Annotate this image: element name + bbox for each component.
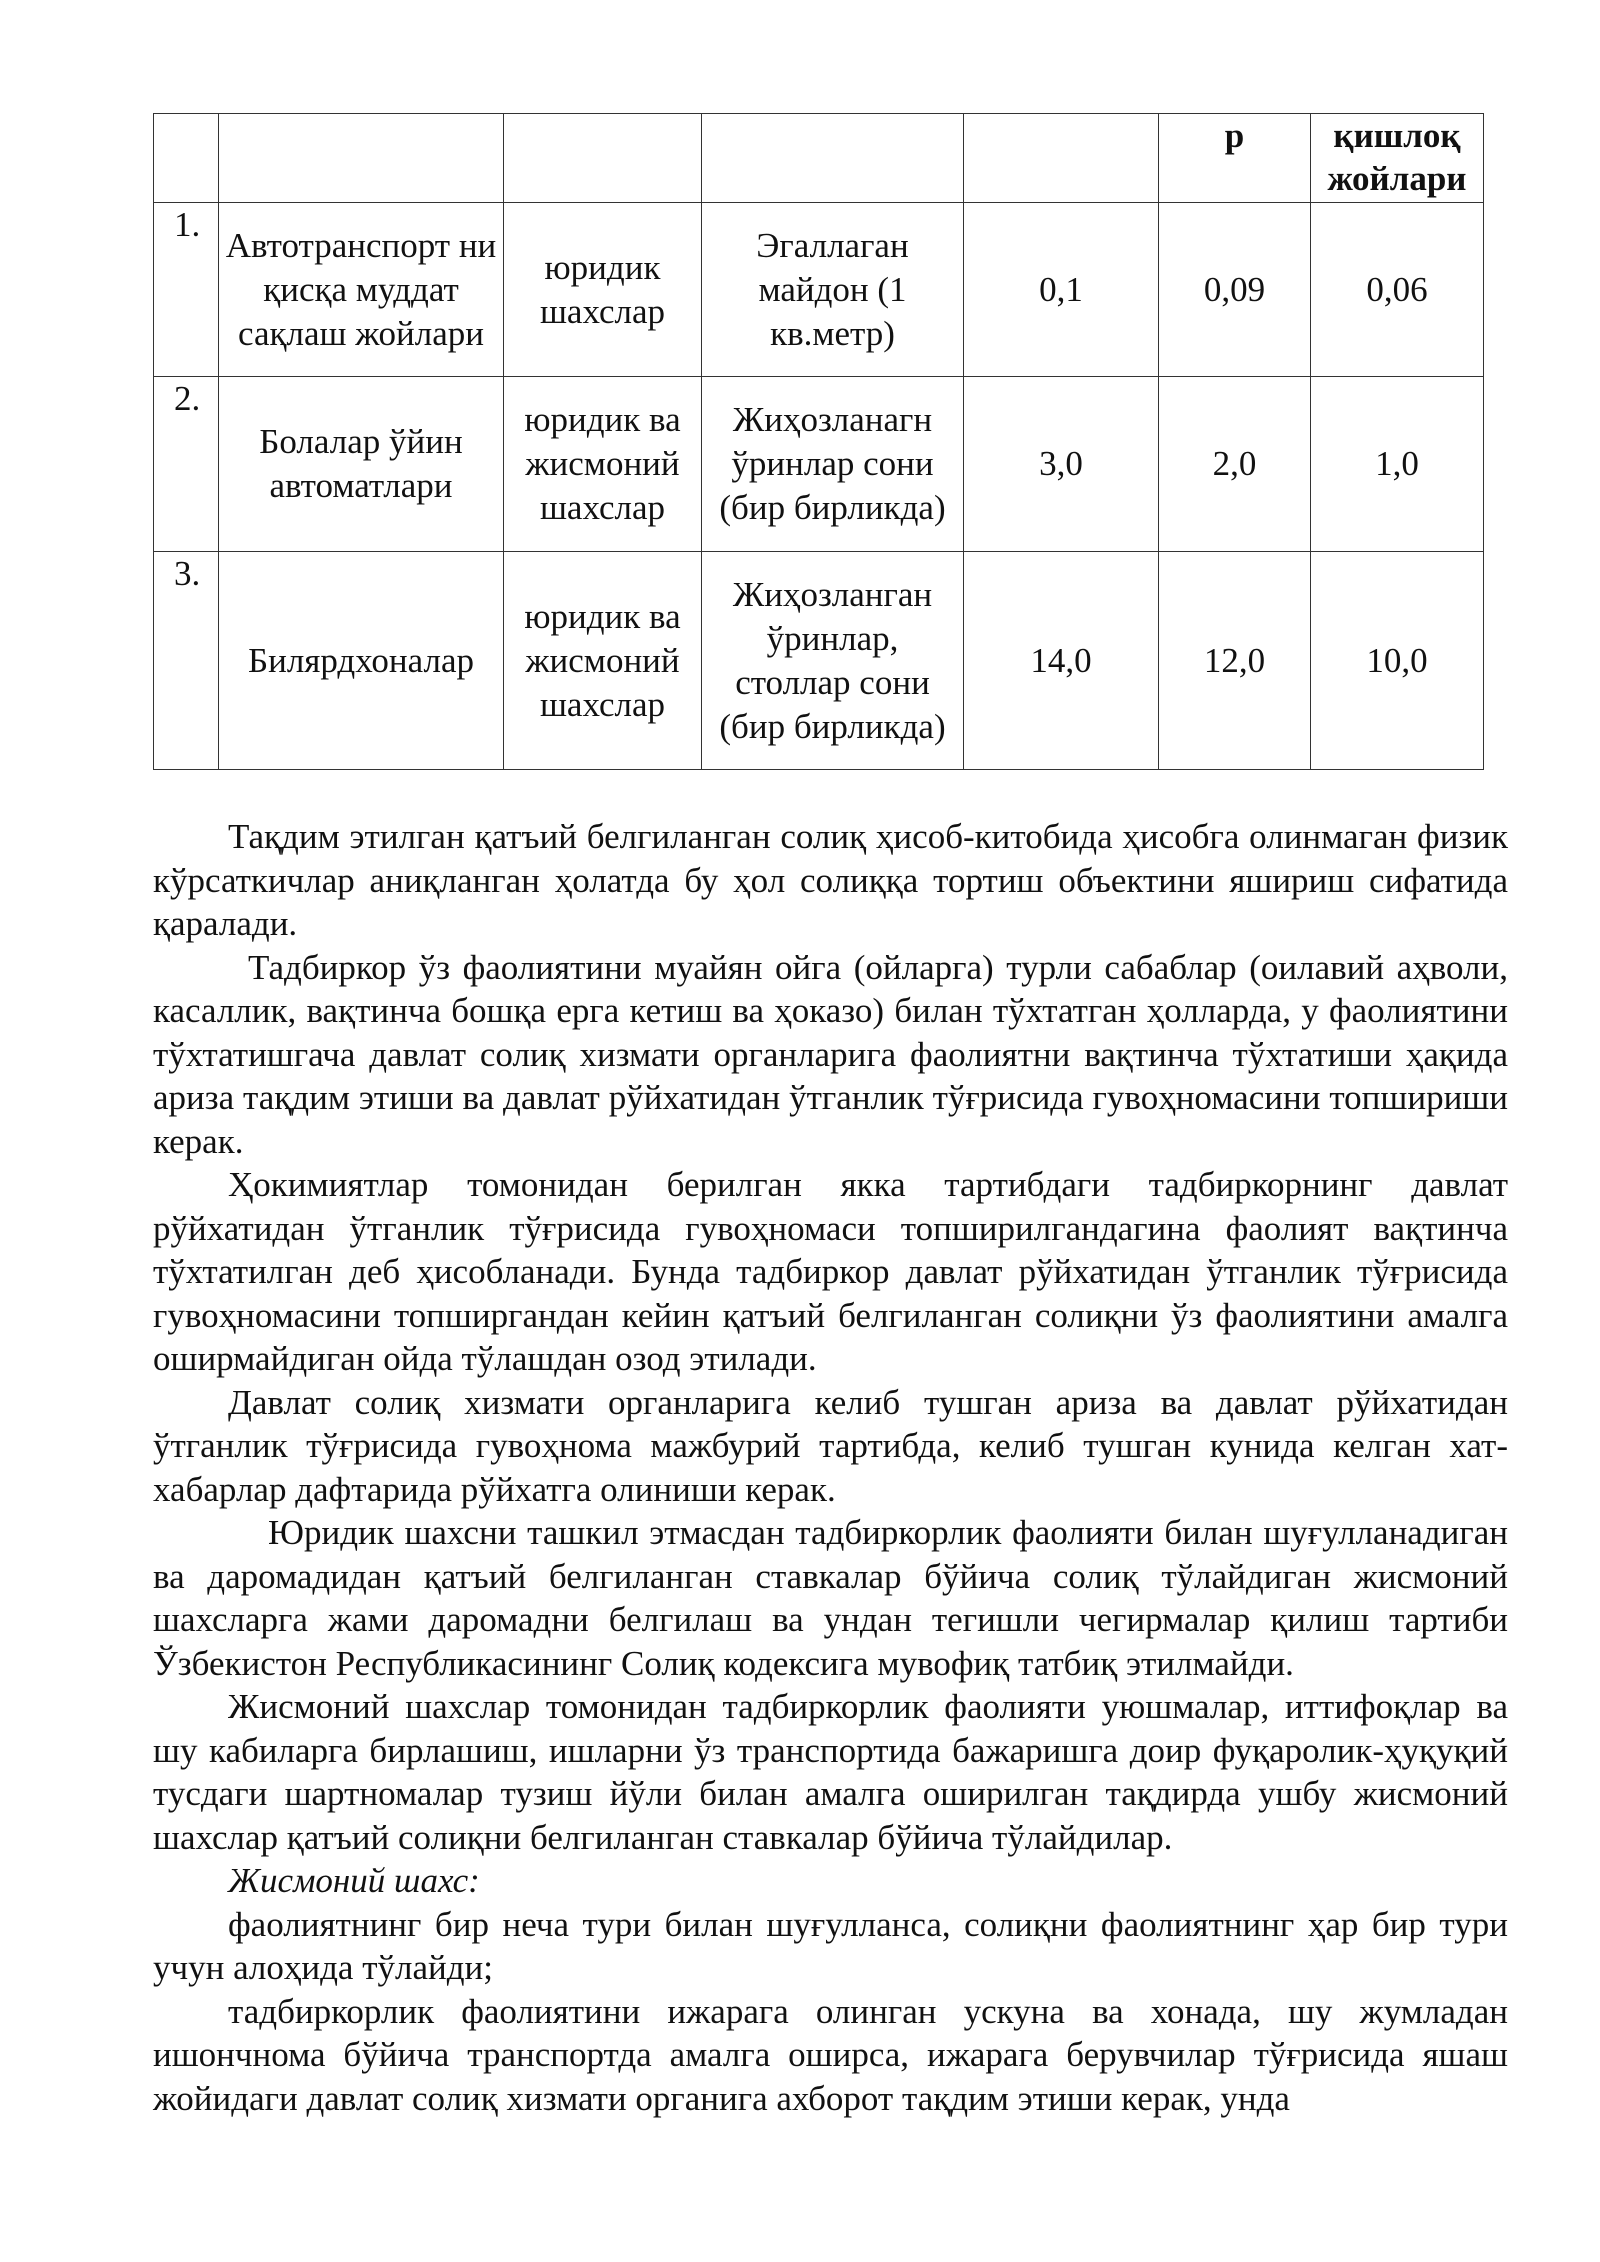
- table-header-row: [154, 114, 1484, 203]
- unit-cell: Эгаллаган майдон (1 кв.метр): [702, 203, 964, 377]
- header-cell-rural-rate: қишлоқ жойлари: [1311, 114, 1484, 203]
- body-text: [153, 815, 1508, 2120]
- header-cell: [702, 114, 964, 203]
- header-cell-city-rate: р: [1159, 114, 1311, 203]
- unit-cell: Жиҳозланагн ўринлар сони (бир бирликда): [702, 377, 964, 552]
- header-cell: [219, 114, 504, 203]
- row-number: 1.: [154, 203, 219, 377]
- rate-cell: 14,0: [964, 552, 1159, 770]
- header-cell: [964, 114, 1159, 203]
- activity-cell: Автотранспорт ни қисқа муддат сақлаш жойлари: [219, 203, 504, 377]
- paragraph: фаолиятнинг бир неча тури билан шуғулланса, солиқни фаолиятнинг ҳар бир тури учун алоҳида тўлайди;: [153, 1904, 1508, 1987]
- row-number: 3.: [154, 552, 219, 770]
- paragraph: Юридик шахсни ташкил этмасдан тадбиркорлик фаолияти билан шуғулланадиган ва даромадидан қатъий белгиланган ставкалар бўйича солиқ тўлайдиган жисмоний шахсларга жами даромадни белгилаш ва ундан тегишли чегирмалар қилиш тартиби Ўзбекистон Республикасининг Солиқ кодексига мувофиқ татбиқ этилмайди.: [153, 1513, 1508, 1683]
- rate-cell: 10,0: [1311, 552, 1484, 770]
- table-row: [154, 377, 1484, 552]
- paragraph: Давлат солиқ хизмати органларига келиб тушган ариза ва давлат рўйхатидан ўтганлик тўғрисида гувоҳнома мажбурий тартибда, келиб тушган кунида келган хат-хабарлар дафтарида рўйхатга олиниши керак.: [153, 1382, 1508, 1509]
- table-row: [154, 552, 1484, 770]
- activity-cell: Болалар ўйин автоматлари: [219, 377, 504, 552]
- payer-cell: юридик ва жисмоний шахслар: [504, 377, 702, 552]
- rate-cell: 2,0: [1159, 377, 1311, 552]
- row-number: 2.: [154, 377, 219, 552]
- activity-cell: Билярдхоналар: [219, 552, 504, 770]
- rate-cell: 0,09: [1159, 203, 1311, 377]
- rate-cell: 0,1: [964, 203, 1159, 377]
- rate-cell: 12,0: [1159, 552, 1311, 770]
- header-cell: [504, 114, 702, 203]
- rate-cell: 1,0: [1311, 377, 1484, 552]
- header-cell: [154, 114, 219, 203]
- unit-cell: Жиҳозланган ўринлар, столлар сони (бир бирликда): [702, 552, 964, 770]
- subheading: Жисмоний шахс:: [228, 1861, 480, 1900]
- paragraph: тадбиркорлик фаолиятини ижарага олинган ускуна ва хонада, шу жумладан ишончнома бўйича транспортда амалга оширса, ижарага берувчилар тўғрисида яшаш жойидаги давлат солиқ хизмати органига ахборот тақдим этиши керак, унда: [153, 1991, 1508, 2118]
- paragraph: Ҳокимиятлар томонидан берилган якка тартибдаги тадбиркорнинг давлат рўйхатидан ўтганлик тўғрисида гувоҳномаси топширилгандагина фаолият вақтинча тўхтатилган деб ҳисобланади. Бунда тадбиркор давлат рўйхатидан ўтганлик тўғрисида гувоҳномасини топширгандан кейин қатъий белгиланган солиқни ўз фаолиятини амалга оширмайдиган ойда тўлашдан озод этилади.: [153, 1165, 1508, 1378]
- paragraph: Тадбиркор ўз фаолиятини муайян ойга (ойларга) турли сабаблар (оилавий аҳволи, касаллик, вақтинча бошқа ерга кетиш ва ҳоказо) билан тўхтатган ҳолларда, у фаолиятини тўхтатишгача давлат солиқ хизмати органларига фаолиятни вақтинча тўхтатиши ҳақида ариза тақдим этиши ва давлат рўйхатидан ўтганлик тўғрисида гувоҳномасини топшириши керак.: [153, 947, 1508, 1161]
- paragraph: Жисмоний шахслар томонидан тадбиркорлик фаолияти уюшмалар, иттифоқлар ва шу кабиларга бирлашиш, ишларни ўз транспортида бажаришга доир фуқаролик-ҳуқуқий тусдаги шартномалар тузиш йўли билан амалга оширилган тақдирда ушбу жисмоний шахслар қатъий солиқни белгиланган ставкалар бўйича тўлайдилар.: [153, 1687, 1508, 1857]
- rate-cell: 0,06: [1311, 203, 1484, 377]
- table-row: [154, 203, 1484, 377]
- paragraph: Тақдим этилган қатъий белгиланган солиқ ҳисоб-китобида ҳисобга олинмаган физик кўрсаткичлар аниқланган ҳолатда бу ҳол солиққа тортиш объектини яшириш сифатида қаралади.: [153, 817, 1508, 943]
- rate-cell: 3,0: [964, 377, 1159, 552]
- payer-cell: юридик шахслар: [504, 203, 702, 377]
- tax-rates-table: [153, 113, 1484, 770]
- payer-cell: юридик ва жисмоний шахслар: [504, 552, 702, 770]
